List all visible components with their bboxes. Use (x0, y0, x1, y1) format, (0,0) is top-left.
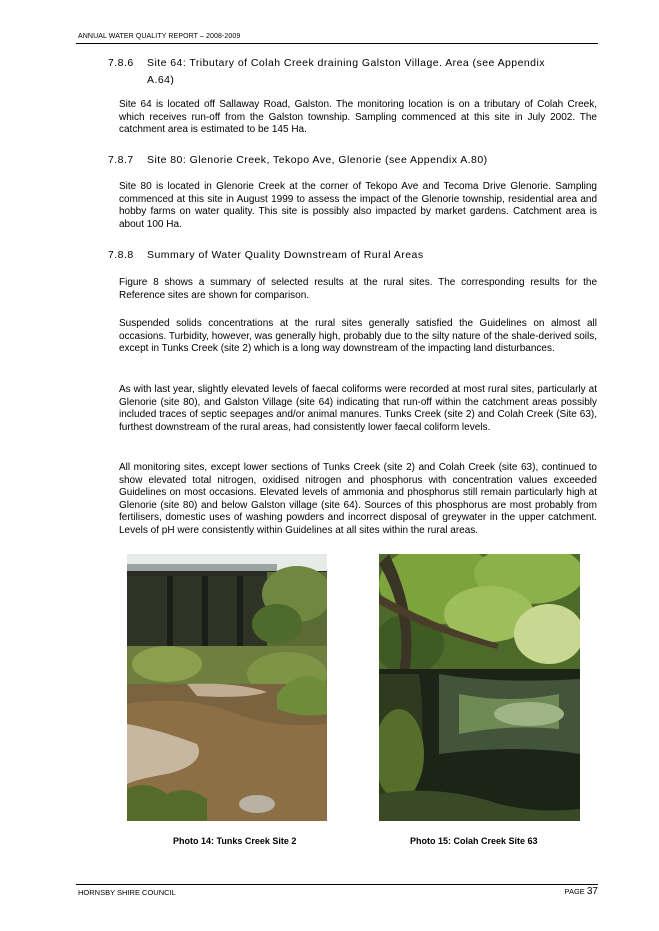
header-rule (76, 43, 598, 44)
page-label: PAGE (564, 887, 587, 896)
paragraph-site-80: Site 80 is located in Glenorie Creek at the corner of Tekopo Ave and Tecoma Drive Glenorie. Sampling commenced at this site in August 1999 to assess the impact of the Glenorie township, residential area and hobby farms on water quality. This site is possibly also impacted by market gardens. Catchment area is about 100 Ha. (119, 181, 597, 230)
paragraph-faecal-coliforms: As with last year, slightly elevated levels of faecal coliforms were recorded at most rural sites, particularly at Glenorie (site 80), and Galston Village (site 64) indicating that run-off within the catchment areas possibly included traces of septic seepages and/or animal manures. Tunks Creek (site 2) and Colah Creek (Site 63), furthest downstream of the rural areas, had consistently lower faecal coliform levels. (119, 384, 597, 433)
footer-rule (76, 884, 598, 885)
photo-colah-creek (379, 554, 580, 821)
section-number: 7.8.6 (108, 57, 134, 69)
paragraph-site-64: Site 64 is located off Sallaway Road, Galston. The monitoring location is on a tributary of Colah Creek, which receives run-off from the Galston township. Sampling commenced at this site in July 2002. The catchment area is estimated to be 145 Ha. (119, 99, 597, 136)
photo-caption-14: Photo 14: Tunks Creek Site 2 (173, 836, 297, 846)
running-header: ANNUAL WATER QUALITY REPORT – 2008-2009 (78, 33, 241, 40)
paragraph-nutrients: All monitoring sites, except lower sections of Tunks Creek (site 2) and Colah Creek (site 63), continued to show elevated total nitrogen, oxidised nitrogen and phosphorus with concentration values exceeded Guidelines on most occasions. Elevated levels of ammonia and phosphorus still remain particularly high at Glenorie (site 80) and below Galston village (site 64). Sources of this phosphorus are most probably from fertilisers, domestic uses of washing powders and incorrect disposal of greywater in the upper catchment. Levels of pH were consistently within Guidelines at all sites within the rural areas. (119, 462, 597, 536)
section-title: Site 80: Glenorie Creek, Tekopo Ave, Glenorie (see Appendix A.80) (147, 154, 488, 166)
section-heading-7-8-8 (108, 247, 593, 264)
section-heading-7-8-6 (108, 55, 593, 89)
paragraph-suspended-solids: Suspended solids concentrations at the rural sites generally satisfied the Guidelines on almost all occasions. Turbidity, however, was generally high, probably due to the silty nature of the shale-derived soils, except in Tunks Creek (site 2) which is a long way downstream of the impacting land disturbances. (119, 318, 597, 355)
page-number (565, 886, 599, 897)
section-number: 7.8.8 (108, 249, 134, 261)
section-heading-7-8-7 (108, 152, 593, 169)
photo-caption-15: Photo 15: Colah Creek Site 63 (410, 836, 538, 846)
section-number: 7.8.7 (108, 154, 134, 166)
section-title: Site 64: Tributary of Colah Creek draining Galston Village. Area (see Appendix (147, 57, 545, 69)
photo-tunks-creek (127, 554, 327, 821)
section-title: Summary of Water Quality Downstream of Rural Areas (147, 249, 424, 261)
page-number-value: 37 (586, 886, 598, 897)
paragraph-figure-8: Figure 8 shows a summary of selected results at the rural sites. The corresponding results for the Reference sites are shown for comparison. (119, 277, 597, 301)
section-title-continued: A.64) (147, 74, 175, 86)
footer-organisation: HORNSBY SHIRE COUNCIL (78, 888, 176, 897)
